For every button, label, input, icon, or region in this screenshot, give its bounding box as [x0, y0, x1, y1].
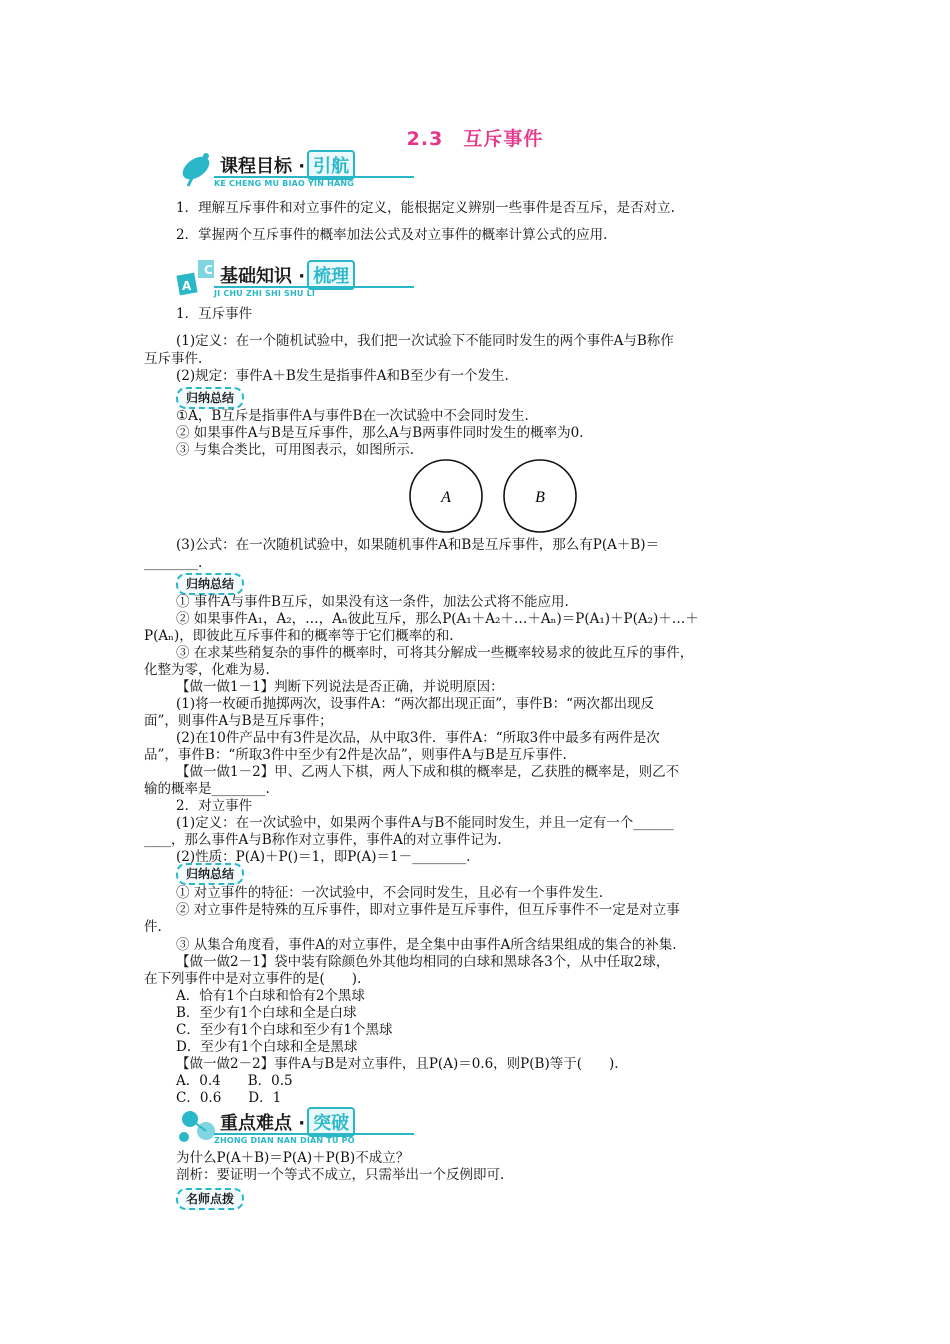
text-line: ③ 与集合类比，可用图表示，如图所示.: [176, 442, 415, 458]
banner-pinyin: ZHONG DIAN NAN DIAN TU PO: [214, 1133, 414, 1145]
text-line: 在下列事件中是对立事件的是( ).: [144, 971, 362, 987]
section-banner-course-goals: [176, 148, 406, 190]
option-line: C．0.6 D．1: [176, 1090, 282, 1106]
option-line: B．至少有1个白球和全是白球: [176, 1005, 357, 1021]
text-line: 2．对立事件: [176, 798, 253, 814]
option-line: C．至少有1个白球和至少有1个黑球: [176, 1022, 393, 1038]
svg-text:C: C: [204, 263, 213, 277]
text-line: (1)定义：在一次试验中，如果两个事件A与B不能同时发生，并且一定有一个______: [176, 815, 674, 831]
text-line: 品”，事件B：“所取3件中至少有2件是次品”，则事件A与B是互斥事件.: [144, 747, 567, 763]
text-line: ② 如果事件A₁，A₂，…，Aₙ彼此互斥，那么P(A₁＋A₂＋…＋Aₙ)＝P(A₁)＋P(A₂)＋…＋: [176, 611, 699, 627]
text-line: 为什么P(A＋B)＝P(A)＋P(B)不成立？: [176, 1150, 410, 1166]
mutually-exclusive-venn-diagram: [408, 457, 578, 535]
text-line: 互斥事件.: [144, 351, 203, 367]
page-title: 2.3 互斥事件: [406, 128, 544, 150]
banner-pinyin: JI CHU ZHI SHI SHU LI: [214, 286, 414, 298]
text-line: ①A，B互斥是指事件A与事件B在一次试验中不会同时发生.: [176, 408, 529, 424]
text-line: ① 事件A与事件B互斥，如果没有这一条件，加法公式将不能应用.: [176, 594, 569, 610]
text-line: ② 如果事件A与B是互斥事件，那么A与B两事件同时发生的概率为0.: [176, 425, 584, 441]
summary-tag: 归纳总结: [176, 573, 244, 595]
text-line: P(Aₙ)，即彼此互斥事件和的概率等于它们概率的和.: [144, 628, 454, 644]
text-line: 【做一做2－1】袋中装有除颜色外其他均相同的白球和黑球各3个，从中任取2球，: [176, 954, 670, 970]
banner-title: 重点难点 · 突破: [220, 1107, 355, 1137]
text-line: (2)性质：P(A)＋P()＝1，即P(A)＝1－________.: [176, 849, 471, 865]
section-banner-basic-knowledge: [176, 258, 406, 300]
banner-pinyin: KE CHENG MU BIAO YIN HANG: [214, 176, 414, 188]
label-b: B: [535, 489, 545, 506]
text-line: (1)将一枚硬币抛掷两次，设事件A：“两次都出现正面”，事件B：“两次都出现反: [176, 696, 654, 712]
summary-tag: 归纳总结: [176, 863, 244, 885]
text-line: (2)规定：事件A＋B发生是指事件A和B至少有一个发生.: [176, 368, 509, 384]
text-line: 化整为零，化难为易.: [144, 662, 270, 678]
label-a: A: [441, 489, 451, 506]
svg-text:A: A: [182, 279, 192, 293]
text-line: ② 对立事件是特殊的互斥事件，即对立事件是互斥事件，但互斥事件不一定是对立事: [176, 902, 680, 918]
text-line: (2)在10件产品中有3件是次品，从中取3件．事件A：“所取3件中最多有两件是次: [176, 730, 660, 746]
text-line: 件.: [144, 919, 162, 935]
teacher-tip-tag: 名师点拨: [176, 1188, 244, 1210]
text-line: (3)公式：在一次随机试验中，如果随机事件A和B是互斥事件，那么有P(A＋B)＝: [176, 537, 660, 553]
text-line: 2．掌握两个互斥事件的概率加法公式及对立事件的概率计算公式的应用.: [176, 227, 608, 243]
option-line: A．恰有1个白球和恰有2个黑球: [176, 988, 365, 1004]
banner-title: 基础知识 · 梳理: [220, 260, 355, 290]
option-line: A．0.4 B．0.5: [176, 1073, 293, 1089]
text-line: 1．互斥事件: [176, 306, 253, 322]
text-line: 【做一做1－1】判断下列说法是否正确，并说明原因：: [176, 679, 504, 695]
text-line: ________.: [144, 555, 203, 571]
section-banner-key-points: [176, 1105, 406, 1147]
text-line: ____，那么事件A与B称作对立事件，事件A的对立事件记为.: [144, 832, 502, 848]
text-line: ③ 在求某些稍复杂的事件的概率时，可将其分解成一些概率较易求的彼此互斥的事件，: [176, 645, 694, 661]
text-line: 【做一做1－2】甲、乙两人下棋，两人下成和棋的概率是，乙获胜的概率是，则乙不: [176, 764, 680, 780]
option-line: D．至少有1个白球和全是黑球: [176, 1039, 358, 1055]
text-line: 1．理解互斥事件和对立事件的定义，能根据定义辨别一些事件是否互斥，是否对立.: [176, 200, 675, 216]
banner-title: 课程目标 · 引航: [220, 150, 355, 180]
text-line: (1)定义：在一个随机试验中，我们把一次试验下不能同时发生的两个事件A与B称作: [176, 333, 674, 349]
summary-tag: 归纳总结: [176, 387, 244, 409]
text-line: ③ 从集合角度看，事件A的对立事件，是全集中由事件A所含结果组成的集合的补集.: [176, 937, 677, 953]
text-line: 输的概率是________.: [144, 781, 270, 797]
text-line: 剖析：要证明一个等式不成立，只需举出一个反例即可.: [176, 1167, 505, 1183]
text-line: 【做一做2－2】事件A与B是对立事件，且P(A)＝0.6，则P(B)等于( ).: [176, 1056, 619, 1072]
text-line: ① 对立事件的特征：一次试验中，不会同时发生，且必有一个事件发生.: [176, 885, 604, 901]
text-line: 面”，则事件A与B是互斥事件；: [144, 713, 333, 729]
